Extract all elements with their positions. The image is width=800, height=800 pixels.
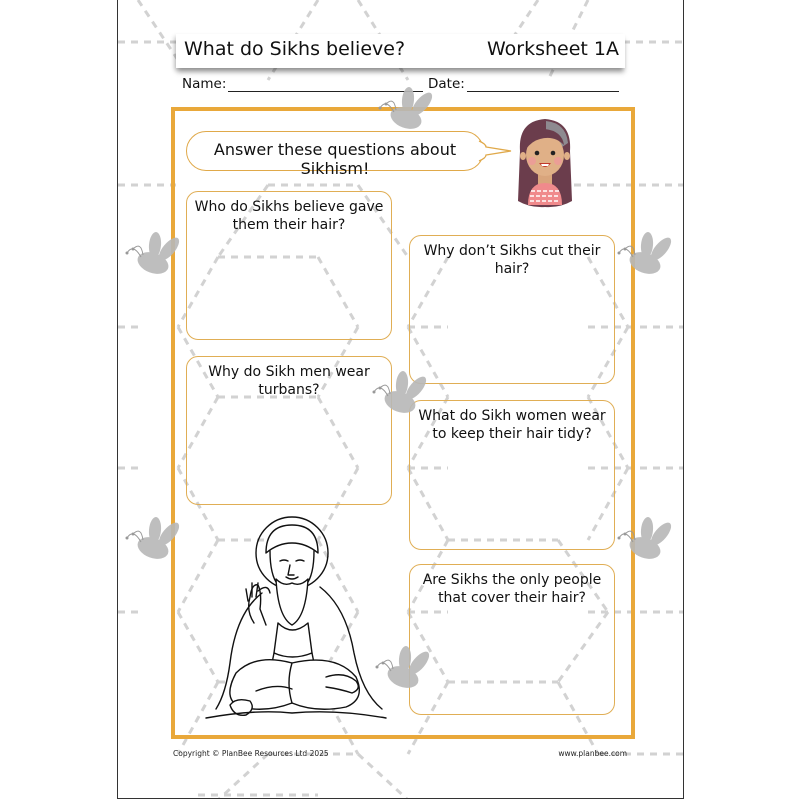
title-bar xyxy=(176,34,625,68)
speech-bubble-tail xyxy=(478,138,512,164)
question-text-5: Are Sikhs the only people that cover their hair? xyxy=(422,572,602,606)
question-box-3[interactable] xyxy=(186,356,392,505)
guru-nanak-icon xyxy=(196,513,396,725)
worksheet-title: What do Sikhs believe? xyxy=(184,38,406,60)
worksheet-page xyxy=(117,0,684,799)
name-label: Name: xyxy=(182,76,227,92)
question-box-2[interactable] xyxy=(409,235,615,384)
bee-icon xyxy=(123,516,183,566)
girl-character-icon xyxy=(510,113,580,208)
bee-icon xyxy=(615,516,675,566)
date-label: Date: xyxy=(428,76,465,92)
bee-icon xyxy=(615,231,675,281)
question-box-4[interactable] xyxy=(409,400,615,550)
date-field[interactable] xyxy=(467,91,619,92)
question-text-4: What do Sikh women wear to keep their hair tidy? xyxy=(418,408,606,442)
bee-icon xyxy=(123,231,183,281)
copyright-text: Copyright © PlanBee Resources Ltd 2025 xyxy=(173,749,329,758)
speech-bubble-text: Answer these questions about Sikhism! xyxy=(213,140,457,178)
bee-icon xyxy=(376,86,436,136)
website-link[interactable]: www.planbee.com xyxy=(558,749,627,758)
question-box-5[interactable] xyxy=(409,564,615,715)
question-text-3: Why do Sikh men wear turbans? xyxy=(208,364,370,398)
bee-icon xyxy=(373,645,433,695)
question-text-1: Who do Sikhs believe gave them their hair? xyxy=(194,199,384,233)
question-box-1[interactable] xyxy=(186,191,392,340)
worksheet-number: Worksheet 1A xyxy=(486,38,619,60)
speech-bubble xyxy=(186,131,484,178)
bee-icon xyxy=(370,370,430,420)
question-text-2: Why don’t Sikhs cut their hair? xyxy=(423,243,601,277)
